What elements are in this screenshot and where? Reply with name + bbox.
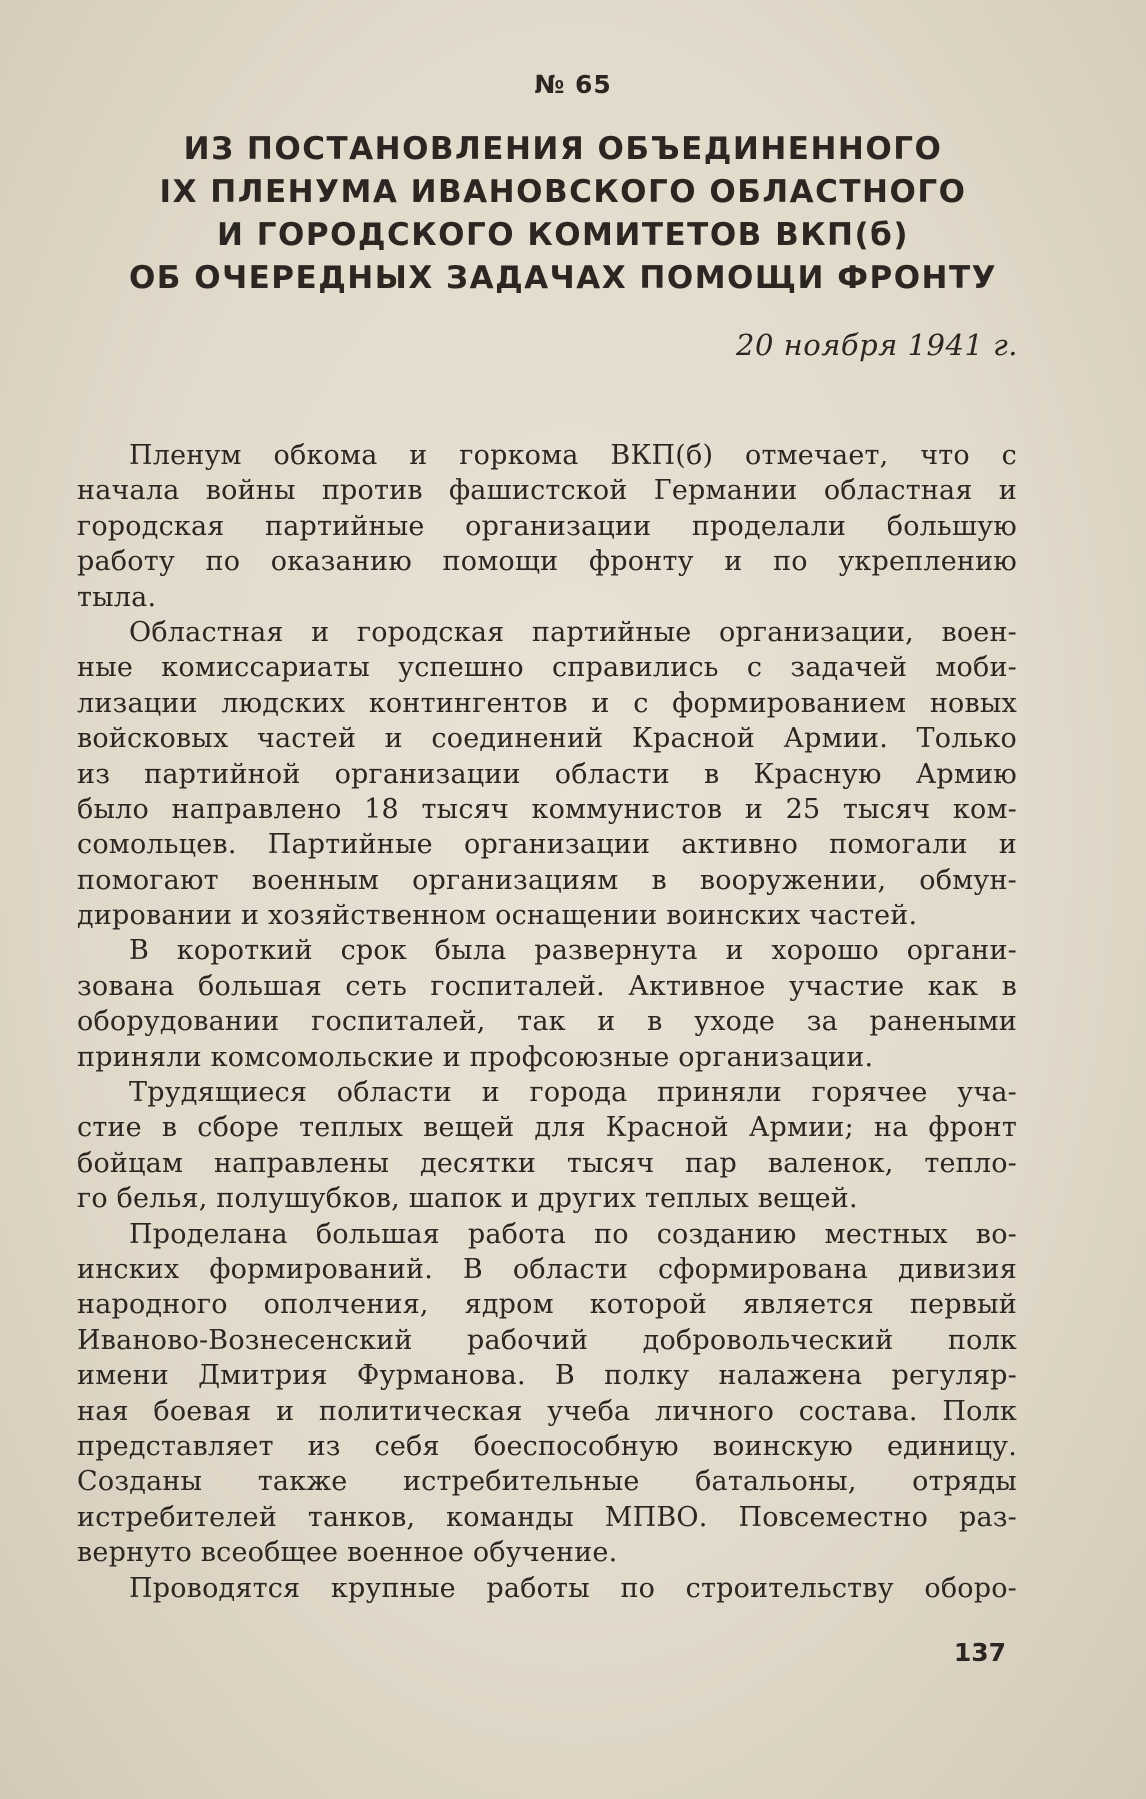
text-line: Проделана большая работа по созданию местных во- [129,1218,1017,1250]
document-title [60,128,1066,300]
text-line: представляет из себя боеспособную воинскую единицу. [77,1430,1017,1462]
text-line: помогают военным организациям в вооружении, обмун- [77,864,1017,896]
title-line: IX ПЛЕНУМА ИВАНОВСКОГО ОБЛАСТНОГО [159,174,967,210]
title-line: ОБ ОЧЕРЕДНЫХ ЗАДАЧАХ ПОМОЩИ ФРОНТУ [128,260,998,296]
text-line: Иваново-Вознесенский рабочий добровольческий полк [77,1324,1017,1356]
text-line: стие в сборе теплых вещей для Красной Армии; на фронт [77,1112,1017,1144]
text-line: войсковых частей и соединений Красной Армии. Только [77,723,1017,755]
text-line: лизации людских контингентов и с формированием новых [77,687,1017,719]
text-line: В короткий срок была развернута и хорошо органи- [129,935,1017,967]
text-line: Областная и городская партийные организации, воен- [129,616,1017,648]
text-line: из партийной организации области в Красную Армию [77,758,1017,790]
text-line: народного ополчения, ядром которой является первый [77,1289,1017,1321]
text-line: городская партийные организации проделали большую [77,510,1017,542]
text-line: инских формирований. В области сформирована дивизия [77,1253,1017,1285]
text-line: Созданы также истребительные батальоны, отряды [77,1466,1017,1498]
text-line: начала войны против фашистской Германии областная и [77,475,1017,507]
text-line: Пленум обкома и горкома ВКП(б) отмечает, что с [129,440,1017,471]
text-line: вернуто всеобщее военное обучение. [77,1537,618,1569]
text-line: тыла. [77,581,157,613]
text-line: ные комиссариаты успешно справились с задачей моби- [77,652,1017,684]
text-line: имени Дмитрия Фурманова. В полку налажена регуляр- [77,1360,1017,1392]
text-line: бойцам направлены десятки тысяч пар валенок, тепло- [77,1147,1017,1179]
document-date: 20 ноября 1941 г. [736,328,1018,362]
text-line: дировании и хозяйственном оснащении воинских частей. [77,900,918,932]
body-text [77,438,1017,1606]
text-line: сомольцев. Партийные организации активно помогали и [77,829,1017,861]
text-line: Проводятся крупные работы по строительству оборо- [129,1572,1017,1604]
document-number: № 65 [534,70,612,99]
text-line: приняли комсомольские и профсоюзные организации. [77,1041,874,1073]
text-line: ная боевая и политическая учеба личного состава. Полк [77,1395,1017,1427]
text-line: было направлено 18 тысяч коммунистов и 25 тысяч ком- [77,793,1017,825]
page-number: 137 [953,1638,1006,1667]
text-line: оборудовании госпиталей, так и в уходе за ранеными [77,1006,1017,1038]
title-line: И ГОРОДСКОГО КОМИТЕТОВ ВКП(б) [217,217,909,253]
text-line: работу по оказанию помощи фронту и по укреплению [77,546,1017,578]
text-line: Трудящиеся области и города приняли горячее уча- [129,1077,1017,1109]
text-line: го белья, полушубков, шапок и других теплых вещей. [77,1183,858,1215]
text-line: истребителей танков, команды МПВО. Повсеместно раз- [77,1501,1017,1533]
text-line: зована большая сеть госпиталей. Активное участие как в [77,970,1017,1002]
title-line: ИЗ ПОСТАНОВЛЕНИЯ ОБЪЕДИНЕННОГО [183,131,943,167]
